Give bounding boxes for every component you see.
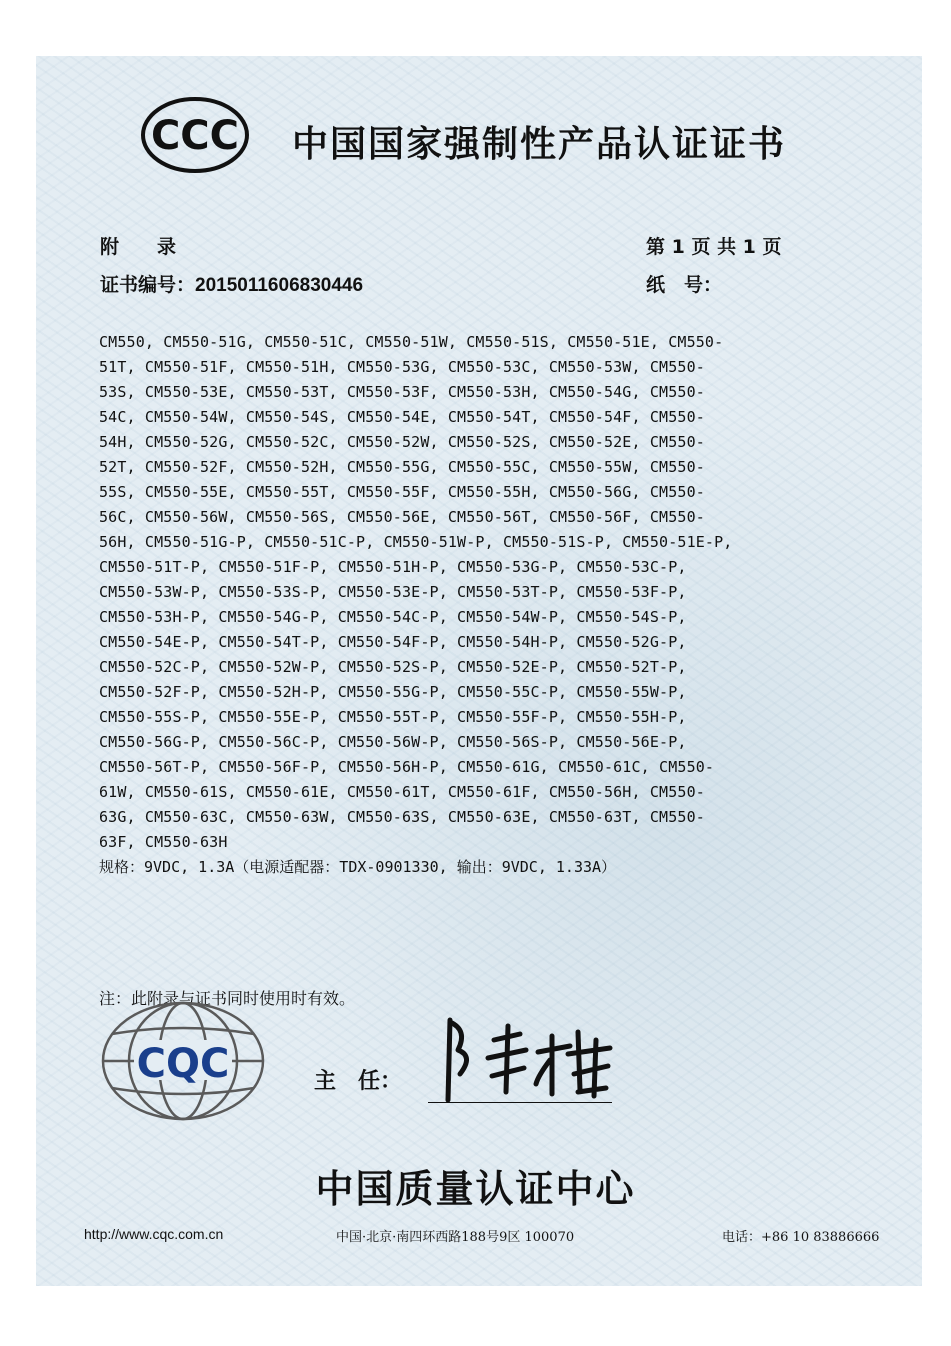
certificate-number-row bbox=[100, 270, 363, 297]
ccc-logo bbox=[140, 96, 250, 174]
ccc-logo-text: CCC bbox=[150, 113, 240, 159]
certificate-number-label: 证书编号： bbox=[100, 274, 196, 296]
footer-url[interactable]: http://www.cqc.com.cn bbox=[84, 1226, 224, 1242]
footer-phone: 电话：+86 10 83886666 bbox=[722, 1230, 880, 1245]
paper-number-label: 纸 号： bbox=[646, 274, 723, 296]
signature-line bbox=[428, 1102, 612, 1103]
appendix-label: 附 录 bbox=[100, 236, 177, 258]
model-list: CM550, CM550-51G, CM550-51C, CM550-51W, CM550-51S, CM550-51E, CM550-51T, CM550-51F, CM550-51H, CM550-53G, CM550-53C, CM550-53W, CM550-53S, CM550-53E, CM550-53T, CM550-53F, CM550-53H, CM550-54G, CM550-54C, CM550-54W, CM550-54S, CM550-54E, CM550-54T, CM550-54F, CM550-54H, CM550-52G, CM550-52C, CM550-52W, CM550-52S, CM550-52E, CM550-52T, CM550-52F, CM550-52H, CM550-55G, CM550-55C, CM550-55W, CM550-55S, CM550-55E, CM550-55T, CM550-55F, CM550-55H, CM550-56G, CM550-56C, CM550-56W, CM550-56S, CM550-56E, CM550-56T, CM550-56F, CM550-56H, CM550-51G-P, CM550-51C-P, CM550-51W-P, CM550-51S-P, CM550-51E-P, CM550-51T-P, CM550-51F-P, CM550-51H-P, CM550-53G-P, CM550-53C-P, CM550-53W-P, CM550-53S-P, CM550-53E-P, CM550-53T-P, CM550-53F-P, CM550-53H-P, CM550-54G-P, CM550-54C-P, CM550-54W-P, CM550-54S-P, CM550-54E-P, CM550-54T-P, CM550-54F-P, CM550-54H-P, CM550-52G-P, CM550-52C-P, CM550-52W-P, CM550-52S-P, CM550-52E-P, CM550-52T-P, CM550-52F-P, CM550-52H-P, CM550-55G-P, CM550-55C-P, CM550-55W-P, CM550-55S-P, CM550-55E-P, CM550-55T-P, CM550-55F-P, CM550-55H-P, CM550-56G-P, CM550-56C-P, CM550-56W-P, CM550-56S-P, CM550-56E-P, CM550-56T-P, CM550-56F-P, CM550-56H-P, CM550-61G, CM550-61C, CM550-61W, CM550-61S, CM550-61E, CM550-61T, CM550-61F, CM550-56H, CM550-63G, CM550-63C, CM550-63W, CM550-63S, CM550-63E, CM550-63T, CM550-63F, CM550-63H bbox=[99, 333, 742, 851]
certificate-number: 2015011606830446 bbox=[195, 275, 364, 296]
director-signature bbox=[428, 1010, 618, 1106]
director-label: 主 任： bbox=[314, 1069, 403, 1094]
issuing-organization: 中国质量认证中心 bbox=[315, 1167, 636, 1211]
footer-address: 中国·北京·南四环西路188号9区 100070 bbox=[336, 1230, 575, 1245]
certificate-title: 中国国家强制性产品认证证书 bbox=[292, 124, 787, 165]
specification-line: 规格：9VDC, 1.3A（电源适配器：TDX-0901330, 输出：9VDC, 1.33A） bbox=[99, 858, 617, 876]
page-indicator: 第 1 页 共 1 页 bbox=[646, 236, 782, 258]
cqc-logo bbox=[100, 1000, 266, 1122]
cqc-logo-text: CQC bbox=[136, 1041, 230, 1087]
validity-note: 注：此附录与证书同时使用时有效。 bbox=[99, 989, 356, 1008]
